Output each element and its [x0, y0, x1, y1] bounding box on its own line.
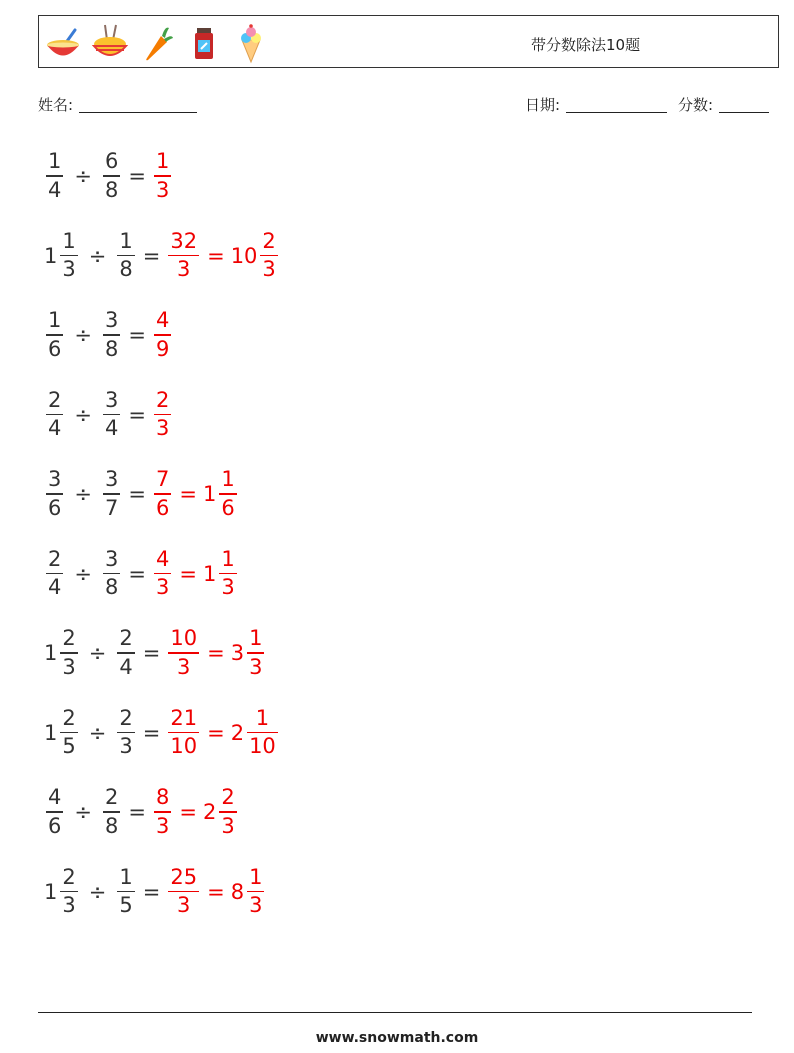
- divisor-numerator: 2: [119, 626, 133, 651]
- divisor-numerator: 2: [104, 785, 119, 810]
- dividend-denominator: 6: [48, 495, 62, 520]
- dividend-denominator: 3: [62, 654, 76, 679]
- problem-row: [44, 703, 280, 763]
- problem-row: [44, 146, 173, 206]
- divisor-number: [115, 705, 136, 759]
- divisor-denominator: 8: [104, 813, 119, 838]
- answer-fraction: [154, 546, 171, 600]
- dividend-numerator: 2: [62, 705, 76, 730]
- divisor-numerator: 3: [104, 546, 119, 571]
- answer-mixed-fraction-bar: [247, 652, 264, 654]
- dividend-fraction: [46, 310, 63, 360]
- dividend-numerator: 1: [48, 308, 62, 333]
- header-icons: [45, 22, 269, 64]
- divide-sign: ÷: [74, 402, 92, 427]
- answer-equals-sign: =: [207, 243, 225, 268]
- dividend-numerator: 2: [62, 864, 76, 889]
- problem-row: [44, 862, 266, 922]
- score-field: [678, 94, 769, 115]
- answer-fraction-bar: [168, 891, 199, 893]
- equals-sign: =: [142, 641, 161, 665]
- answer-mixed-numerator: 2: [221, 785, 235, 810]
- dividend-fraction-bar: [46, 414, 63, 416]
- divisor-denominator: 5: [119, 893, 133, 918]
- answer-fraction-bar: [154, 811, 171, 813]
- dividend-fraction: [60, 705, 77, 759]
- dividend-denominator: 6: [48, 336, 62, 361]
- sheet-title: 带分数除法10题: [531, 36, 641, 54]
- divide-sign: ÷: [74, 561, 92, 586]
- answer-fraction-bar: [168, 652, 199, 654]
- answer-mixed-fraction-bar: [219, 573, 236, 575]
- answer-mixed-number: [230, 228, 280, 282]
- dividend-fraction-bar: [46, 573, 63, 575]
- problem-row: [44, 226, 280, 286]
- answer-denominator: 3: [155, 575, 170, 600]
- divisor-fraction: [103, 546, 120, 600]
- dividend-fraction-bar: [46, 811, 63, 813]
- dividend-whole: 1: [44, 243, 58, 268]
- answer-fraction: [154, 151, 171, 201]
- answer-mixed-fraction: [219, 469, 236, 519]
- answer-fraction: [168, 864, 199, 918]
- answer: [166, 864, 266, 918]
- answer: [166, 705, 279, 759]
- answer-number: [152, 469, 173, 519]
- answer-fraction-bar: [168, 255, 199, 257]
- divisor-numerator: 3: [104, 387, 119, 412]
- divisor-denominator: 8: [104, 575, 119, 600]
- divisor-number: [101, 310, 122, 360]
- dividend-number: [44, 546, 65, 600]
- answer: [152, 310, 173, 360]
- name-blank[interactable]: [79, 97, 197, 113]
- equals-sign: =: [142, 243, 161, 268]
- dividend-denominator: 3: [62, 257, 76, 282]
- divisor-fraction-bar: [117, 255, 134, 257]
- equals-sign: =: [128, 402, 146, 427]
- answer-mixed-numerator: 1: [249, 626, 263, 651]
- answer: [152, 469, 239, 519]
- answer-mixed-number: [203, 787, 239, 837]
- name-field: [38, 94, 197, 115]
- answer-numerator: 4: [155, 546, 170, 571]
- dividend-fraction: [46, 787, 63, 837]
- answer-mixed-whole: 2: [230, 720, 245, 745]
- divisor-fraction: [103, 310, 120, 360]
- equals-sign: =: [128, 482, 146, 506]
- divisor-numerator: 1: [119, 228, 133, 253]
- problem-row: [44, 623, 266, 683]
- answer: [152, 387, 173, 441]
- answer-denominator: 3: [177, 654, 191, 679]
- divisor-fraction-bar: [103, 573, 120, 575]
- answer-mixed-number: [203, 469, 239, 519]
- footer-url: www.snowmath.com: [315, 1030, 479, 1046]
- answer-numerator: 25: [170, 864, 198, 889]
- dividend-fraction: [60, 628, 77, 678]
- dividend-denominator: 4: [48, 416, 62, 441]
- answer-mixed-denominator: 3: [249, 654, 263, 679]
- dividend-fraction: [46, 469, 63, 519]
- dividend-numerator: 1: [48, 149, 62, 174]
- dividend-number: [44, 787, 65, 837]
- answer-equals-sign: =: [179, 482, 197, 506]
- answer-numerator: 32: [170, 228, 198, 253]
- dividend-denominator: 5: [62, 734, 76, 759]
- answer-fraction: [154, 787, 171, 837]
- dividend-fraction: [60, 228, 77, 282]
- dividend-number: [44, 705, 80, 759]
- answer-fraction: [168, 705, 199, 759]
- answer-number: [152, 310, 173, 360]
- date-field: [525, 94, 667, 115]
- divisor-numerator: 3: [104, 308, 119, 333]
- rice-bowl-icon: [45, 22, 81, 64]
- answer-mixed-numerator: 1: [221, 467, 235, 492]
- noodle-bowl-icon: [92, 22, 128, 64]
- dividend-fraction: [46, 546, 63, 600]
- answer-number: [166, 864, 201, 918]
- answer-fraction: [168, 228, 199, 282]
- dividend-whole: 1: [44, 641, 58, 665]
- equals-sign: =: [142, 720, 161, 745]
- dividend-numerator: 4: [48, 785, 62, 810]
- header-box: [38, 15, 779, 68]
- dividend-number: [44, 628, 80, 678]
- divisor-fraction-bar: [103, 175, 120, 177]
- divisor-fraction: [103, 469, 120, 519]
- answer-fraction-bar: [154, 573, 171, 575]
- answer-mixed-denominator: 6: [221, 495, 235, 520]
- answer-mixed-whole: 1: [202, 561, 217, 586]
- dividend-fraction-bar: [46, 334, 63, 336]
- answer-numerator: 10: [170, 626, 198, 651]
- date-blank[interactable]: [566, 97, 667, 113]
- divide-sign: ÷: [74, 164, 92, 188]
- dividend-fraction-bar: [60, 891, 77, 893]
- answer-equals-sign: =: [207, 879, 225, 904]
- divisor-numerator: 1: [119, 864, 133, 889]
- dividend-numerator: 2: [62, 626, 76, 651]
- divisor-numerator: 6: [104, 149, 119, 174]
- answer-mixed-denominator: 3: [249, 893, 263, 918]
- divisor-fraction-bar: [103, 414, 120, 416]
- dividend-fraction: [60, 864, 77, 918]
- divisor-denominator: 8: [119, 257, 133, 282]
- answer-equals-sign: =: [179, 561, 197, 586]
- divisor-fraction: [117, 705, 134, 759]
- answer-mixed-fraction: [219, 787, 236, 837]
- dividend-whole: 1: [44, 720, 58, 745]
- divisor-number: [101, 151, 122, 201]
- divisor-denominator: 4: [104, 416, 119, 441]
- dividend-fraction: [46, 151, 63, 201]
- footer-divider: [38, 1012, 752, 1013]
- dividend-number: [44, 310, 65, 360]
- answer-mixed-fraction-bar: [247, 891, 264, 893]
- dividend-number: [44, 228, 80, 282]
- answer-mixed-fraction: [260, 228, 277, 282]
- dividend-fraction-bar: [60, 652, 77, 654]
- equals-sign: =: [142, 879, 161, 904]
- answer-numerator: 8: [155, 785, 170, 810]
- divisor-numerator: 2: [119, 705, 133, 730]
- answer: [166, 228, 279, 282]
- answer-numerator: 4: [155, 308, 170, 333]
- divide-sign: ÷: [88, 243, 107, 268]
- dividend-numerator: 1: [62, 228, 76, 253]
- answer-mixed-whole: 1: [202, 482, 217, 506]
- ice-cream-icon: [233, 22, 269, 64]
- answer-number: [152, 546, 173, 600]
- divisor-denominator: 8: [104, 177, 119, 202]
- divide-sign: ÷: [74, 323, 92, 347]
- divide-sign: ÷: [88, 879, 107, 904]
- answer-mixed-number: [231, 628, 267, 678]
- dividend-denominator: 4: [48, 177, 62, 202]
- answer-number: [166, 628, 201, 678]
- answer-denominator: 10: [170, 734, 198, 759]
- divisor-fraction: [103, 387, 120, 441]
- answer-equals-sign: =: [179, 800, 197, 824]
- answer-fraction-bar: [154, 493, 171, 495]
- answer-mixed-denominator: 3: [221, 813, 235, 838]
- answer-mixed-numerator: 1: [255, 705, 270, 730]
- dividend-fraction: [46, 387, 63, 441]
- dividend-numerator: 2: [48, 546, 62, 571]
- answer-mixed-fraction-bar: [219, 493, 236, 495]
- answer-number: [152, 787, 173, 837]
- divisor-fraction: [117, 628, 134, 678]
- answer-denominator: 3: [155, 416, 170, 441]
- dividend-denominator: 6: [48, 813, 62, 838]
- answer-mixed-whole: 8: [230, 879, 245, 904]
- answer-denominator: 6: [155, 495, 170, 520]
- divisor-number: [101, 469, 122, 519]
- answer-fraction-bar: [154, 175, 171, 177]
- answer-numerator: 7: [155, 467, 170, 492]
- answer-fraction: [154, 310, 171, 360]
- dividend-fraction-bar: [46, 493, 63, 495]
- answer-denominator: 3: [155, 813, 170, 838]
- answer-mixed-number: [230, 864, 267, 918]
- divisor-denominator: 7: [104, 495, 119, 520]
- dividend-number: [44, 864, 80, 918]
- divisor-denominator: 4: [119, 654, 133, 679]
- answer-mixed-whole: 2: [202, 800, 217, 824]
- dividend-number: [44, 151, 65, 201]
- answer-fraction: [154, 469, 171, 519]
- dividend-fraction-bar: [60, 255, 77, 257]
- dividend-fraction-bar: [60, 732, 77, 734]
- dividend-denominator: 3: [62, 893, 76, 918]
- divide-sign: ÷: [74, 482, 92, 506]
- divisor-fraction: [117, 864, 134, 918]
- divisor-number: [115, 864, 136, 918]
- answer-number: [166, 228, 201, 282]
- answer-denominator: 9: [155, 336, 170, 361]
- divisor-number: [115, 228, 136, 282]
- divide-sign: ÷: [88, 720, 107, 745]
- divisor-denominator: 8: [104, 336, 119, 361]
- answer: [152, 151, 173, 201]
- answer-mixed-fraction-bar: [219, 811, 236, 813]
- answer-fraction: [154, 387, 171, 441]
- divisor-number: [101, 387, 122, 441]
- divisor-number: [101, 787, 122, 837]
- dividend-numerator: 2: [48, 387, 62, 412]
- answer-denominator: 3: [177, 257, 191, 282]
- answer: [152, 546, 239, 600]
- answer-mixed-number: [202, 546, 239, 600]
- equals-sign: =: [128, 164, 146, 188]
- answer-fraction-bar: [168, 732, 199, 734]
- carrot-icon: [139, 22, 175, 64]
- answer-fraction: [168, 628, 199, 678]
- divisor-numerator: 3: [104, 467, 119, 492]
- answer-numerator: 21: [170, 705, 198, 730]
- score-label: 分数:: [678, 96, 714, 114]
- answer-denominator: 3: [155, 177, 170, 202]
- answer-mixed-fraction: [219, 546, 236, 600]
- answer-mixed-fraction: [247, 864, 264, 918]
- divisor-number: [101, 546, 122, 600]
- equals-sign: =: [128, 323, 146, 347]
- answer-equals-sign: =: [207, 720, 225, 745]
- answer-mixed-whole: 3: [230, 641, 245, 665]
- answer-denominator: 3: [177, 893, 191, 918]
- jam-jar-icon: [186, 22, 222, 64]
- problem-row: [44, 464, 239, 524]
- divisor-number: [115, 628, 136, 678]
- answer-numerator: 1: [155, 149, 170, 174]
- divisor-denominator: 3: [119, 734, 133, 759]
- answer-mixed-number: [230, 705, 280, 759]
- equals-sign: =: [128, 800, 146, 824]
- divisor-fraction: [103, 787, 120, 837]
- answer-mixed-denominator: 3: [221, 575, 235, 600]
- answer-mixed-fraction: [247, 628, 264, 678]
- divisor-fraction: [103, 151, 120, 201]
- dividend-fraction-bar: [46, 175, 63, 177]
- name-label: 姓名:: [38, 96, 74, 114]
- problem-row: [44, 544, 239, 604]
- answer-mixed-numerator: 2: [262, 228, 276, 253]
- dividend-numerator: 3: [48, 467, 62, 492]
- divide-sign: ÷: [74, 800, 92, 824]
- answer-equals-sign: =: [207, 641, 225, 665]
- answer-mixed-numerator: 1: [221, 546, 235, 571]
- divisor-fraction-bar: [117, 732, 134, 734]
- answer-number: [152, 387, 173, 441]
- answer-mixed-numerator: 1: [249, 864, 263, 889]
- equals-sign: =: [128, 561, 146, 586]
- answer: [166, 628, 266, 678]
- dividend-whole: 1: [44, 879, 58, 904]
- answer-mixed-denominator: 10: [249, 734, 276, 759]
- dividend-number: [44, 469, 65, 519]
- answer-fraction-bar: [154, 414, 171, 416]
- problem-row: [44, 385, 173, 445]
- answer: [152, 787, 239, 837]
- divide-sign: ÷: [88, 641, 107, 665]
- answer-mixed-denominator: 3: [262, 257, 276, 282]
- date-label: 日期:: [525, 96, 561, 114]
- problem-row: [44, 782, 239, 842]
- score-blank[interactable]: [719, 97, 769, 113]
- divisor-fraction: [117, 228, 134, 282]
- answer-numerator: 2: [155, 387, 170, 412]
- divisor-fraction-bar: [117, 652, 134, 654]
- answer-mixed-whole: 10: [230, 243, 258, 268]
- divisor-fraction-bar: [103, 811, 120, 813]
- answer-mixed-fraction: [247, 705, 278, 759]
- answer-mixed-fraction-bar: [260, 255, 277, 257]
- divisor-fraction-bar: [103, 334, 120, 336]
- dividend-number: [44, 387, 65, 441]
- answer-mixed-fraction-bar: [247, 732, 278, 734]
- answer-number: [166, 705, 201, 759]
- problem-row: [44, 305, 173, 365]
- divisor-fraction-bar: [117, 891, 134, 893]
- answer-fraction-bar: [154, 334, 171, 336]
- answer-number: [152, 151, 173, 201]
- divisor-fraction-bar: [103, 493, 120, 495]
- dividend-denominator: 4: [48, 575, 62, 600]
